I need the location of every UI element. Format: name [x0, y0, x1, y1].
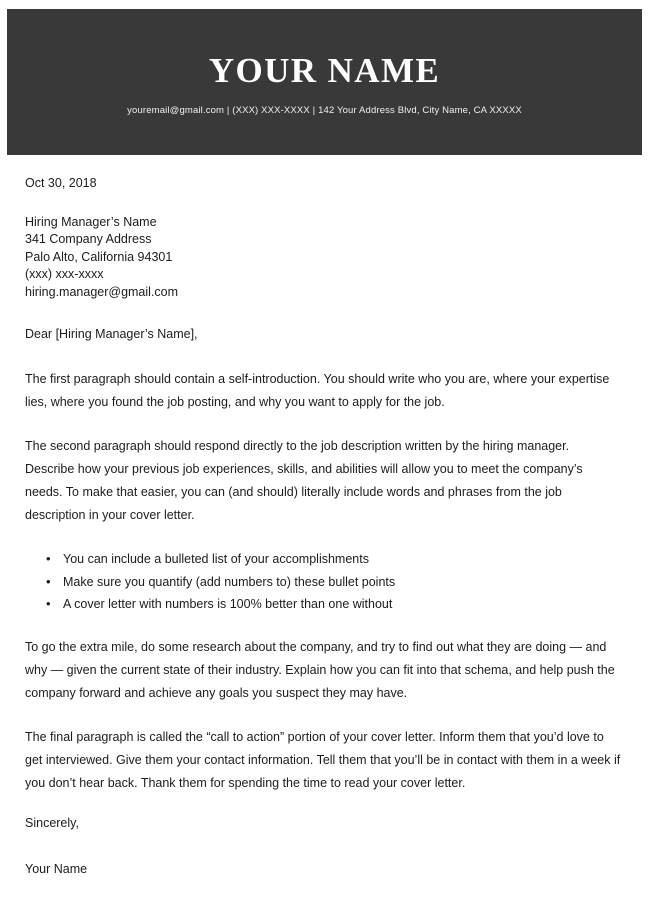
- list-item: [25, 571, 621, 594]
- signature-name: Your Name: [25, 862, 88, 877]
- accomplishments-bullet-list: [25, 548, 621, 616]
- letter-paragraph-4: The final paragraph is called the “call to action” portion of your cover letter. Inform them that you’d love to get interviewed. Give them your contact information. Tell them that you’ll be in contact with them in a week if you don’t hear back. Thank them for spending the time to read your cover letter.: [25, 729, 621, 790]
- recipient-phone: (xxx) xxx-xxxx: [25, 267, 104, 282]
- recipient-city-state-zip: Palo Alto, California 94301: [25, 249, 173, 264]
- list-item-label: You can include a bulleted list of your accomplishments: [63, 552, 369, 567]
- bullet-point-icon: •: [46, 596, 51, 612]
- letter-paragraph-3: To go the extra mile, do some research about the company, and try to find out what they are doing — and why — given the current state of their industry. Explain how you can fit into that schema, and help push the company forward and achieve any goals you suspect they may have.: [25, 639, 615, 700]
- bullet-point-icon: •: [46, 573, 51, 589]
- letter-paragraph-1: The first paragraph should contain a self-introduction. You should write who you are, where your expertise lies, where you found the job posting, and why you want to apply for the job.: [25, 372, 610, 410]
- list-item-label: A cover letter with numbers is 100% better than one without: [63, 597, 393, 612]
- list-item-label: Make sure you quantify (add numbers to) these bullet points: [63, 574, 396, 589]
- applicant-contact-line: youremail@gmail.com | (XXX) XXX-XXXX | 142 Your Address Blvd, City Name, CA XXXXX: [127, 105, 522, 117]
- recipient-address-block: [25, 214, 621, 302]
- letterhead-banner: [7, 9, 642, 155]
- letter-paragraph-2: The second paragraph should respond directly to the job description written by the hiring manager. Describe how your previous job experiences, skills, and abilities will allow you to meet the company’s needs. To make that easier, you can (and should) literally include words and phrases from the job description in your cover letter.: [25, 439, 583, 523]
- list-item: [25, 593, 621, 616]
- bullet-point-icon: •: [46, 551, 51, 567]
- recipient-name: Hiring Manager’s Name: [25, 214, 157, 229]
- applicant-name-heading: YOUR NAME: [208, 51, 441, 91]
- letter-salutation: Dear [Hiring Manager’s Name],: [25, 326, 198, 341]
- letter-date: Oct 30, 2018: [25, 176, 97, 190]
- letter-closing: Sincerely,: [25, 815, 79, 830]
- recipient-email: hiring.manager@gmail.com: [25, 285, 179, 299]
- letter-body: [25, 176, 621, 878]
- recipient-street: 341 Company Address: [25, 232, 152, 247]
- list-item: [25, 548, 621, 571]
